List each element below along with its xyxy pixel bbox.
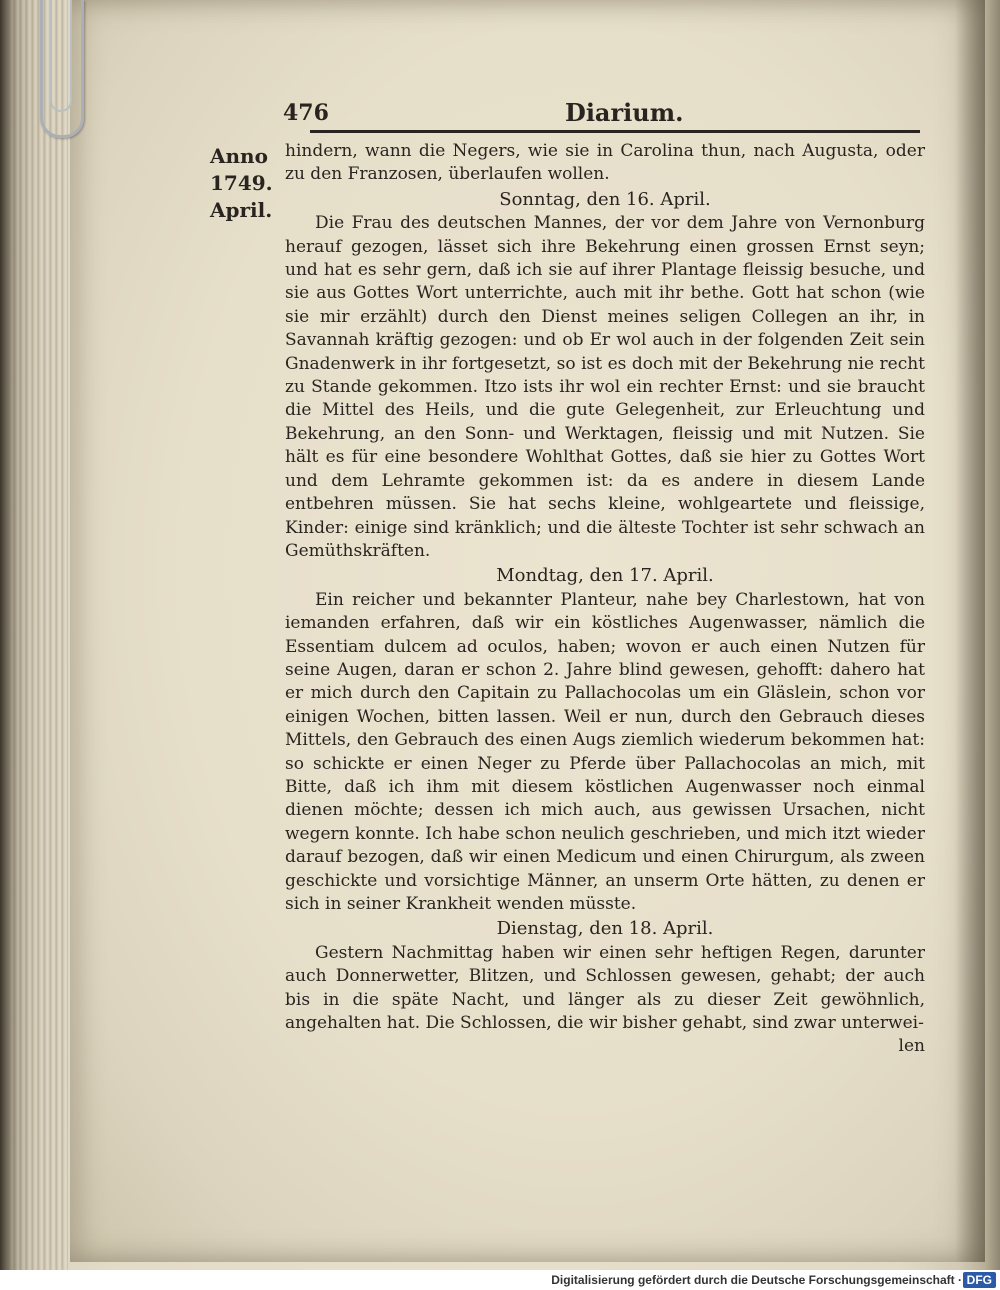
page-number: 476 [283,100,329,126]
funding-credit: Digitalisierung gefördert durch die Deutsche Forschungsgemeinschaft · [551,1273,962,1287]
paper-clip-inner [50,0,72,112]
paragraph-sunday: Die Frau des deutschen Mannes, der vor dem Jahre von Vernonburg herauf gezogen, lässet sich ihre Bekehrung einen grossen Ernst seyn; und hat es sehr gern, daß ich sie auf ihrer Plantage fleissig besuche, und sie aus Gottes Wort unterrichte, auch mit ihr bethe. Gott hat schon (wie sie mir erzählt) durch den Dienst meines seligen Collegen an ihr, in Savannah kräftig gezogen: und ob Er wol auch in der folgenden Zeit sein Gnadenwerk in ihr fortgesetzt, so ist es doch mit der Bekehrung nie recht zu Stande gekommen. Itzo ists ihr wol ein rechter Ernst: und sie braucht die Mittel des Heils, und die gute Gelegenheit, zur Erleuchtung und Bekehrung, an den Sonn- und Werktagen, fleissig und mit Nutzen. Sie hält es für eine besondere Wohlthat Gottes, daß sie hier zu Gottes Wort und dem Lehramte gekommen ist: da es andere in diesem Lande entbehren müssen. Sie hat sechs kleine, wohlgeartete und fleissige, Kinder: einige sind kränklich; und die älteste Tochter ist sehr schwach an Gemüthskräften. [285,213,925,561]
entry-heading-sunday: Sonntag, den 16. April. [499,188,711,210]
gutter-shadow [955,0,985,1262]
paragraph-monday: Ein reicher und bekannter Planteur, nahe bey Charlestown, hat von iemanden erfahren, daß wir ein köstliches Augenwasser, nämlich die Essentiam dulcem ad oculos, haben; wovon er auch einen Nutzen für seine Augen, daran er schon 2. Jahre blind gewesen, gehofft: dahero hat er mich durch den Capitain zu Pallachocolas um ein Gläslein, schon vor einigen Wochen, bitten lassen. Weil er nun, durch den Gebrauch dieses Mittels, den Gebrauch des einen Augs ziemlich wiederum bekommen hat: so schickte er einen Neger zu Pferde über Pallachocolas an mich, mit Bitte, daß ich ihm mit diesem köstlichen Augenwasser noch einmal dienen möchte; dessen ich mich auch, aus gewissen Ursachen, nicht wegern konnte. Ich habe schon neulich geschrieben, und mich itzt wieder darauf bezogen, daß wir einen Medicum und einen Chirurgum, als zween geschickte und vorsichtige Männer, an unserm Orte hätten, zu denen er sich in seiner Krankheit wenden müsste. [285,589,925,914]
dfg-logo: DFG [963,1272,996,1288]
catchword: len [898,1036,925,1057]
body-text [285,140,925,1059]
page-fore-edge [8,0,68,1270]
entry-heading-monday: Mondtag, den 17. April. [496,565,714,587]
margin-note [210,143,280,224]
margin-note-month: April. [210,198,273,222]
entry-heading-tuesday: Dienstag, den 18. April. [496,918,714,940]
paragraph-continuation: hindern, wann die Negers, wie sie in Carolina thun, nach Augusta, oder zu den Franzosen, überlaufen wollen. [285,141,925,185]
header-rule [310,130,920,133]
margin-note-year: 1749. [210,171,273,195]
running-head: Diarium. [565,98,684,127]
paragraph-tuesday: Gestern Nachmittag haben wir einen sehr heftigen Regen, darunter auch Donnerwetter, Blitzen, und Schlossen gewesen, gehabt; der auch bis in die späte Nacht, und länger als zu dieser Zeit gewöhnlich, angehalten hat. Die Schlossen, die wir bisher gehabt, sind zwar unterwei- [285,942,925,1034]
margin-note-anno: Anno [210,144,268,168]
